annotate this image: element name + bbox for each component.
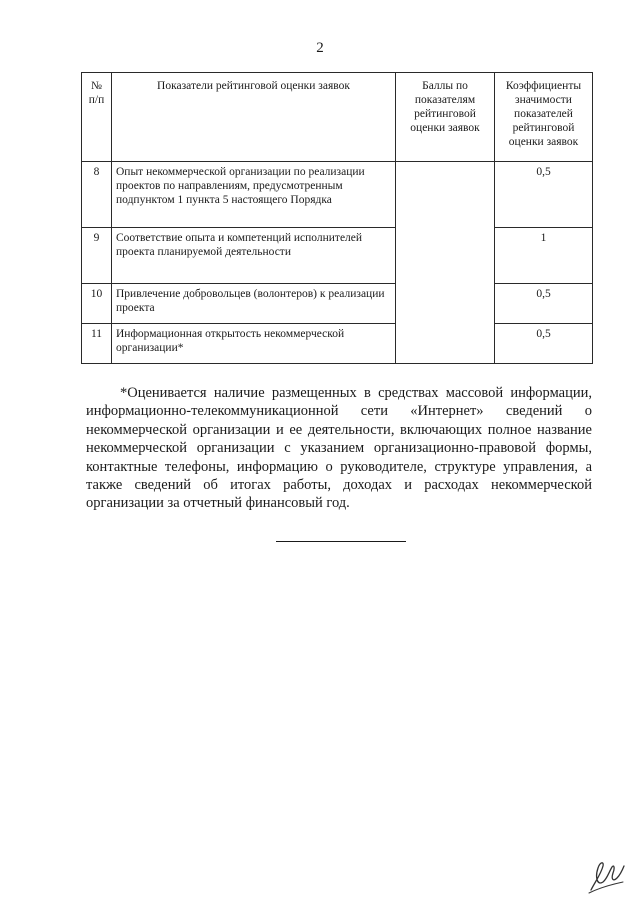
table-row xyxy=(82,324,593,364)
header-coefficients: Коэффициенты значимости показателей рейтинговой оценки заявок xyxy=(495,73,593,162)
row-indicator: Информационная открытость некоммерческой организации* xyxy=(112,324,396,364)
row-coefficient: 0,5 xyxy=(495,162,593,228)
table-row xyxy=(82,284,593,324)
signature-icon xyxy=(585,852,627,896)
end-divider xyxy=(276,541,406,542)
row-coefficient: 0,5 xyxy=(495,284,593,324)
header-scores: Баллы по показателям рейтинговой оценки заявок xyxy=(396,73,495,162)
row-num: 8 xyxy=(82,162,112,228)
row-num: 11 xyxy=(82,324,112,364)
footnote-text: *Оценивается наличие размещенных в средствах массовой информации, информационно-телекоммуникационной сети «Интернет» сведений о некоммерческой организации и ее деятельности, включающих полное название некоммерческой организации с указанием организационно-правовой формы, контактные телефоны, информацию о руководителе, структуре управления, а также сведений об итогах работы, доходах и расходах некоммерческой организации за отчетный финансовый год. xyxy=(86,385,592,512)
header-indicator: Показатели рейтинговой оценки заявок xyxy=(112,73,396,162)
row-num: 9 xyxy=(82,228,112,284)
table-row xyxy=(82,162,593,228)
row-coefficient: 1 xyxy=(495,228,593,284)
row-coefficient: 0,5 xyxy=(495,324,593,364)
row-num: 10 xyxy=(82,284,112,324)
table-header-row xyxy=(82,73,593,162)
rating-table xyxy=(81,72,593,364)
header-num: № п/п xyxy=(82,73,112,162)
page-number: 2 xyxy=(316,40,324,56)
scores-cell xyxy=(396,162,495,364)
row-indicator: Опыт некоммерческой организации по реализации проектов по направлениям, предусмотренным подпунктом 1 пункта 5 настоящего Порядка xyxy=(112,162,396,228)
row-indicator: Соответствие опыта и компетенций исполнителей проекта планируемой деятельности xyxy=(112,228,396,284)
row-indicator: Привлечение добровольцев (волонтеров) к реализации проекта xyxy=(112,284,396,324)
table-row xyxy=(82,228,593,284)
